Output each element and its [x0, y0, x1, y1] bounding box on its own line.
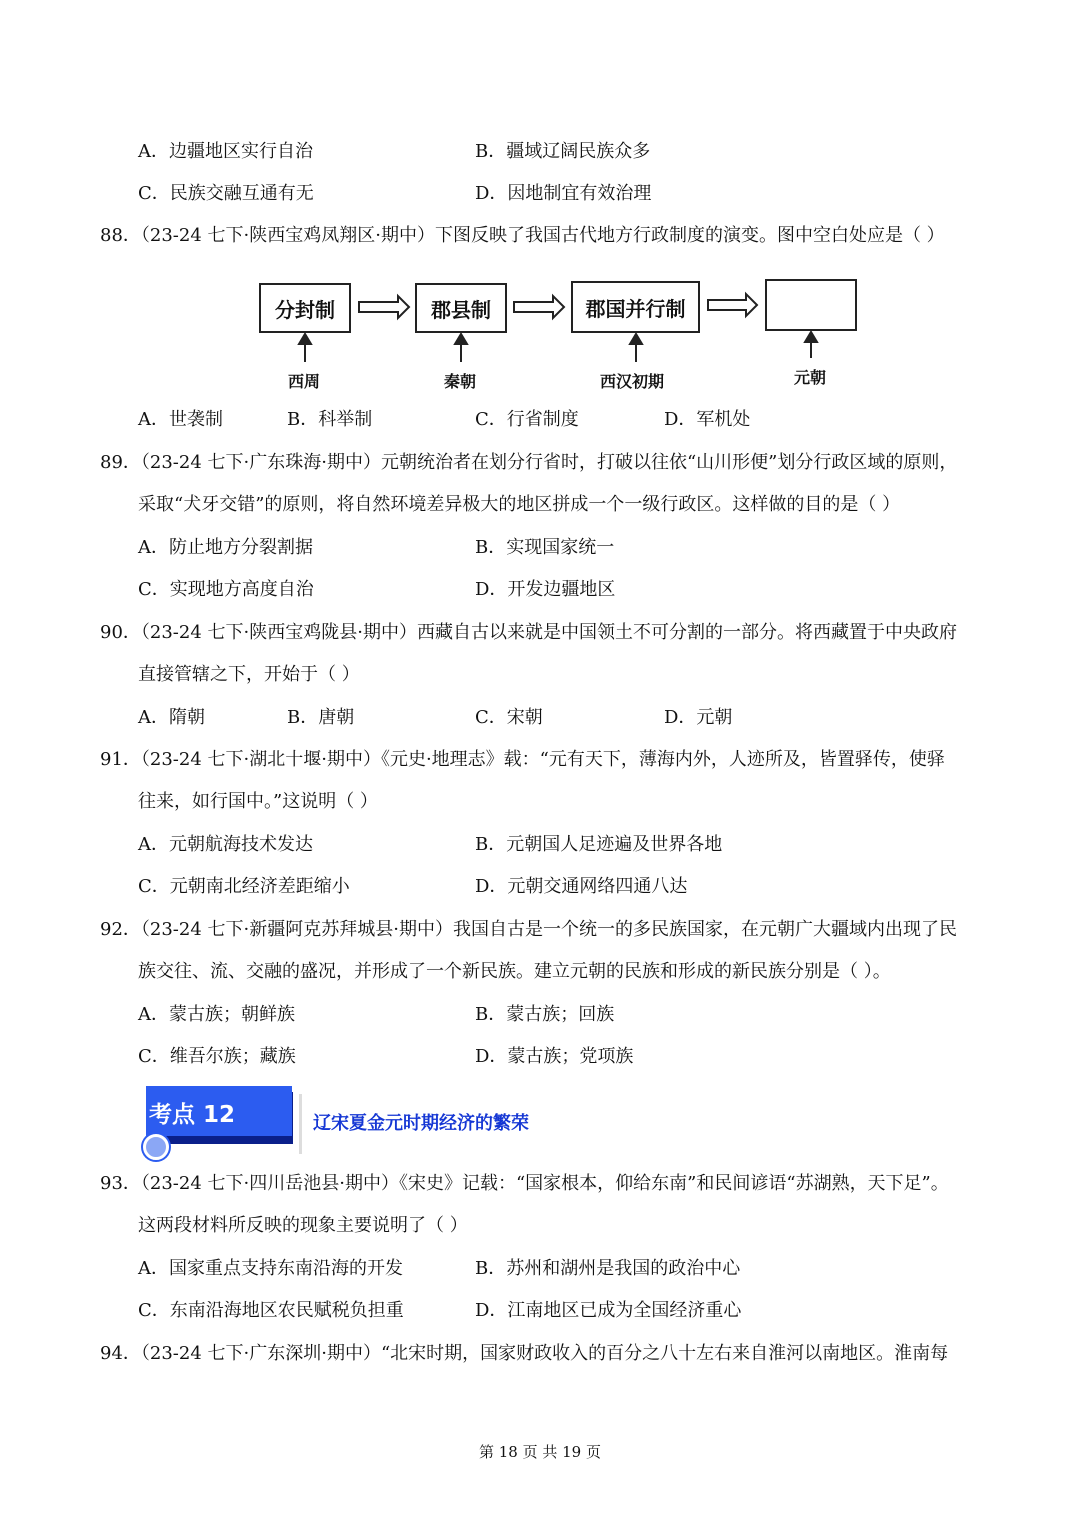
q93-stem-line-2: 这两段材料所反映的现象主要说明了（ ）: [138, 1215, 468, 1236]
diagram-box-3: 郡国并行制: [571, 281, 700, 333]
q91-option-d: D．元朝交通网络四通八达: [475, 876, 688, 897]
q93-option-d: D．江南地区已成为全国经济重心: [475, 1300, 742, 1321]
q89-option-c: C．实现地方高度自治: [138, 579, 314, 600]
q90-option-d: D．元朝: [664, 707, 733, 728]
q93-option-b: B．苏州和湖州是我国的政治中心: [475, 1258, 741, 1279]
q90-stem-line-1: 90．（23-24 七下·陕西宝鸡陇县·期中）西藏自古以来就是中国领土不可分割的一部分。将西藏置于中央政府: [100, 622, 957, 643]
q88-option-a: A．世袭制: [138, 409, 223, 430]
double-arrow-icon: [359, 296, 409, 318]
q92-option-a: A．蒙古族；朝鲜族: [138, 1004, 295, 1025]
q93-stem-line-1: 93．（23-24 七下·四川岳池县·期中）《宋史》记载：“国家根本，仰给东南”和民间谚语“苏湖熟，天下足”。: [100, 1173, 949, 1194]
q89-stem-line-1: 89．（23-24 七下·广东珠海·期中）元朝统治者在划分行省时，打破以往依“山川形便”划分行政区域的原则，: [100, 452, 958, 473]
page-footer: 第 18 页 共 19 页: [478, 1443, 601, 1461]
q93-option-a: A．国家重点支持东南沿海的开发: [138, 1258, 403, 1279]
q92-stem-line-1: 92．（23-24 七下·新疆阿克苏拜城县·期中）我国自古是一个统一的多民族国家，在元朝广大疆域内出现了民: [100, 919, 957, 940]
q87-option-d: D．因地制宜有效治理: [475, 183, 652, 204]
q93-option-c: C．东南沿海地区农民赋税负担重: [138, 1300, 404, 1321]
q90-option-c: C．宋朝: [475, 707, 543, 728]
q90-option-b: B．唐朝: [287, 707, 355, 728]
q87-option-b: B．疆域辽阔民族众多: [475, 141, 651, 162]
q88-option-b: B．科举制: [287, 409, 373, 430]
diagram-label-3: 西汉初期: [600, 372, 665, 391]
q92-option-c: C．维吾尔族；藏族: [138, 1046, 296, 1067]
q88-option-d: D．军机处: [664, 409, 751, 430]
q90-option-a: A．隋朝: [138, 707, 205, 728]
q91-option-a: A．元朝航海技术发达: [138, 834, 313, 855]
double-arrow-icon: [514, 296, 564, 318]
q88-stem: 88．（23-24 七下·陕西宝鸡凤翔区·期中）下图反映了我国古代地方行政制度的演变。图中空白处应是（ ）: [100, 225, 945, 246]
q92-option-d: D．蒙古族；党项族: [475, 1046, 634, 1067]
section-title: 辽宋夏金元时期经济的繁荣: [313, 1113, 529, 1134]
diagram-label-1: 西周: [288, 372, 321, 391]
q87-option-c: C．民族交融互通有无: [138, 183, 314, 204]
q89-option-b: B．实现国家统一: [475, 537, 615, 558]
q91-option-b: B．元朝国人足迹遍及世界各地: [475, 834, 723, 855]
circle-icon: [143, 1134, 169, 1160]
q91-option-c: C．元朝南北经济差距缩小: [138, 876, 350, 897]
diagram-label-2: 秦朝: [444, 372, 477, 391]
q87-option-a: A．边疆地区实行自治: [138, 141, 313, 162]
q94-stem-line-1: 94．（23-24 七下·广东深圳·期中）“北宋时期，国家财政收入的百分之八十左右来自淮河以南地区。淮南每: [100, 1343, 949, 1364]
diagram-box-2: 郡县制: [415, 283, 507, 333]
q89-stem-line-2: 采取“犬牙交错”的原则，将自然环境差异极大的地区拼成一个一级行政区。这样做的目的是（ ）: [138, 494, 901, 515]
q92-stem-line-2: 族交往、流、交融的盛况，并形成了一个新民族。建立元朝的民族和形成的新民族分别是（ ）。: [138, 961, 891, 982]
diagram-box-1: 分封制: [259, 283, 351, 333]
diagram-label-4: 元朝: [794, 368, 827, 387]
section-badge-label: 考点 12: [149, 1102, 236, 1128]
q90-stem-line-2: 直接管辖之下，开始于（ ）: [138, 664, 360, 685]
section-badge: [143, 1086, 303, 1158]
q89-option-a: A．防止地方分裂割据: [138, 537, 313, 558]
diagram-arrows: [0, 0, 1080, 400]
q88-option-c: C．行省制度: [475, 409, 579, 430]
q91-stem-line-2: 往来，如行国中。”这说明（ ）: [138, 791, 378, 812]
q89-option-d: D．开发边疆地区: [475, 579, 616, 600]
q91-stem-line-1: 91．（23-24 七下·湖北十堰·期中）《元史·地理志》载：“元有天下，薄海内外，人迹所及，皆置驿传，使驿: [100, 749, 945, 770]
q92-option-b: B．蒙古族；回族: [475, 1004, 615, 1025]
double-arrow-icon: [708, 294, 757, 316]
